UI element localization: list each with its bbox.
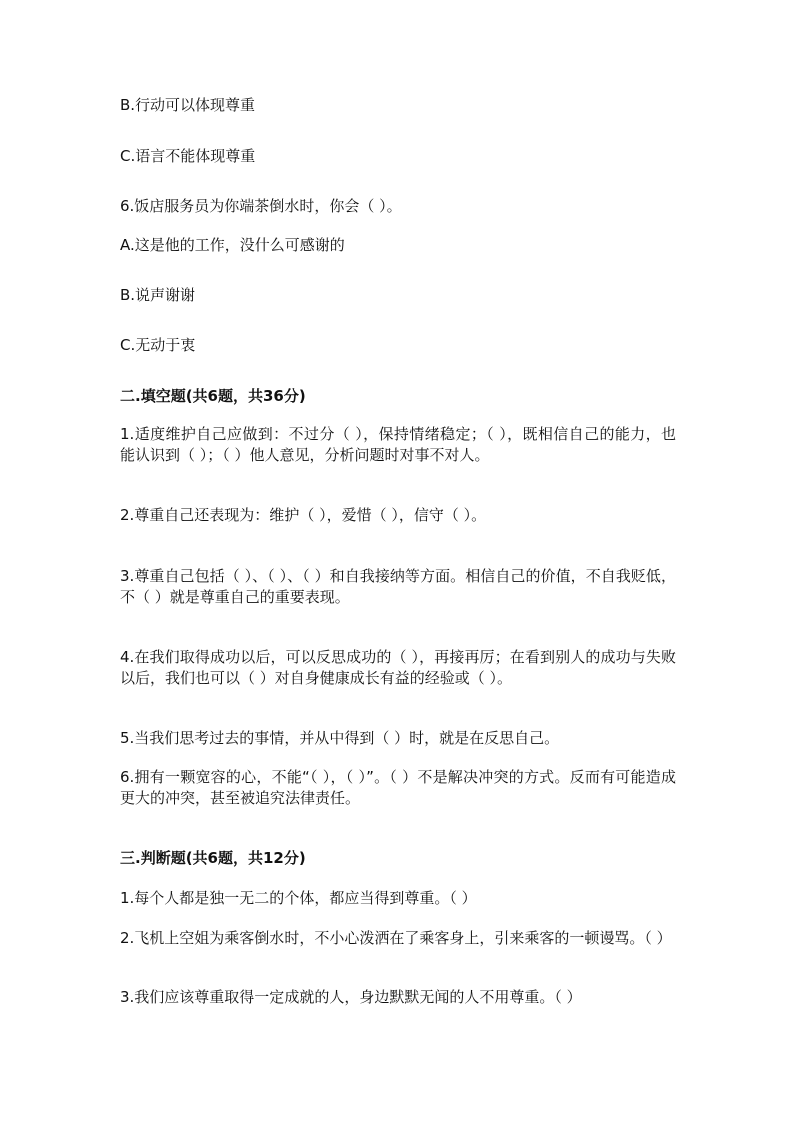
fill-question-1: 1.适度维护自己应做到：不过分（ ），保持情绪稳定；（ ），既相信自己的能力，也能认识到（ ）；（ ）他人意见，分析问题时对事不对人。	[120, 425, 676, 464]
section2-heading: 二.填空题(共6题，共36分)	[120, 387, 306, 405]
q6-option-a: A.这是他的工作，没什么可感谢的	[120, 236, 345, 254]
fill-question-4: 4.在我们取得成功以后，可以反思成功的（ ），再接再厉；在看到别人的成功与失败以后，我们也可以（ ）对自身健康成长有益的经验或（ ）。	[120, 648, 676, 687]
fill-question-2: 2.尊重自己还表现为：维护（ ），爱惜（ ），信守（ ）。	[120, 506, 487, 524]
q6-option-c: C.无动于衷	[120, 336, 196, 354]
fill-question-6: 6.拥有一颗宽容的心，不能“（ ），（ ）”。（ ）不是解决冲突的方式。反而有可能造成更大的冲突，甚至被追究法律责任。	[120, 768, 676, 807]
fill-question-3: 3.尊重自己包括（ ）、（ ）、（ ）和自我接纳等方面。相信自己的价值，不自我贬低，不（ ）就是尊重自己的重要表现。	[120, 567, 676, 606]
judge-question-3: 3.我们应该尊重取得一定成就的人，身边默默无闻的人不用尊重。（ ）	[120, 988, 582, 1006]
section3-heading: 三.判断题(共6题，共12分)	[120, 849, 306, 867]
judge-question-2: 2.飞机上空姐为乘客倒水时，不小心泼洒在了乘客身上，引来乘客的一顿谩骂。（ ）	[120, 929, 672, 947]
q5-option-b: B.行动可以体现尊重	[120, 96, 256, 114]
judge-question-1: 1.每个人都是独一无二的个体，都应当得到尊重。（ ）	[120, 889, 477, 907]
q6-stem: 6.饭店服务员为你端茶倒水时，你会（ ）。	[120, 197, 402, 215]
q5-option-c: C.语言不能体现尊重	[120, 147, 256, 165]
fill-question-5: 5.当我们思考过去的事情，并从中得到（ ）时，就是在反思自己。	[120, 729, 560, 747]
q6-option-b: B.说声谢谢	[120, 286, 196, 304]
